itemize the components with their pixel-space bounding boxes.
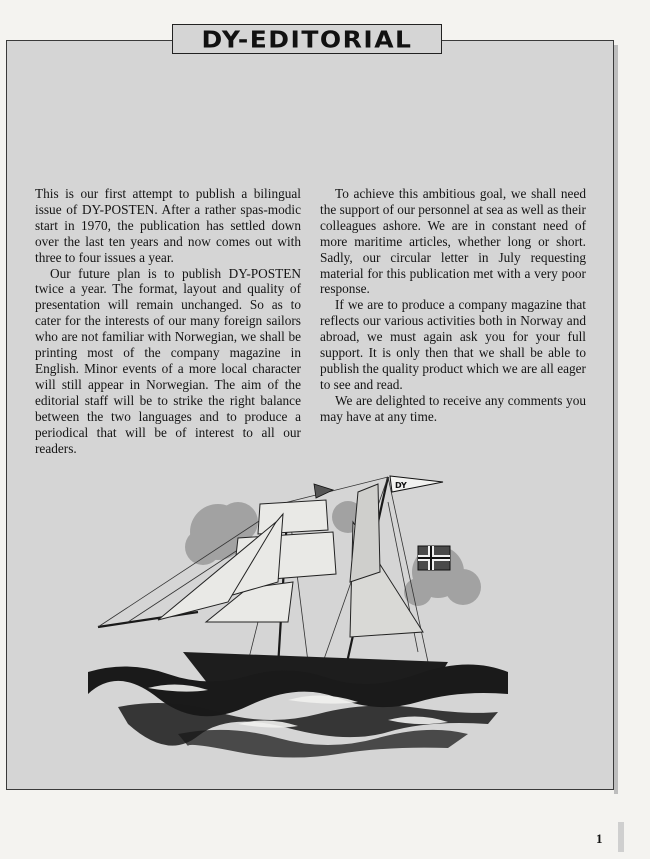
paragraph-intro: This is our first attempt to publish a bilingual issue of DY-POSTEN. After a rather spas-modic start in 1970, the publication has settled down over the last ten years and now comes out with three to four issues a year. xyxy=(35,186,301,265)
paragraph-future-plan: Our future plan is to publish DY-POSTEN twice a year. The format, layout and quality of presentation will remain unchanged. So as to cater for the interests of our many foreign sailors who are not familiar with Norwegian, we shall be printing most of the company magazine in English. Minor events of a more local character will still appear in Norwegian. The aim of the editorial staff will be to strike the right balance between the two languages and to produce a periodical that will be of interest to all our readers. xyxy=(35,265,301,456)
page-edge xyxy=(618,822,624,852)
paragraph-comments: We are delighted to receive any comments you may have at any time. xyxy=(320,392,586,424)
masthead-title: DY-EDITORIAL xyxy=(201,25,413,53)
main-topsail xyxy=(350,484,380,582)
norwegian-flag xyxy=(418,546,450,570)
paragraph-support: To achieve this ambitious goal, we shall need the support of our personnel at sea as well as their colleagues ashore. We are in constant need of more maritime articles, whether long or short. Sadly, our circular letter in July requesting material for this publication met with a very poor response. xyxy=(320,186,586,297)
sea-waves xyxy=(88,664,508,757)
svg-text:DY: DY xyxy=(395,481,407,490)
left-column xyxy=(35,186,301,456)
masthead-box xyxy=(172,24,442,54)
sailing-ship-illustration xyxy=(88,462,508,762)
page-number: 1 xyxy=(596,831,603,846)
foremast-flag xyxy=(314,484,333,498)
pennant-flag xyxy=(390,476,443,492)
right-column xyxy=(320,186,586,425)
bowsprit xyxy=(98,612,198,627)
paragraph-full-support: If we are to produce a company magazine that reflects our various activities both in Norway and abroad, we must again ask you for your full support. It is only then that we shall be able to publish the quality product which we are all eager to see and read. xyxy=(320,297,586,392)
